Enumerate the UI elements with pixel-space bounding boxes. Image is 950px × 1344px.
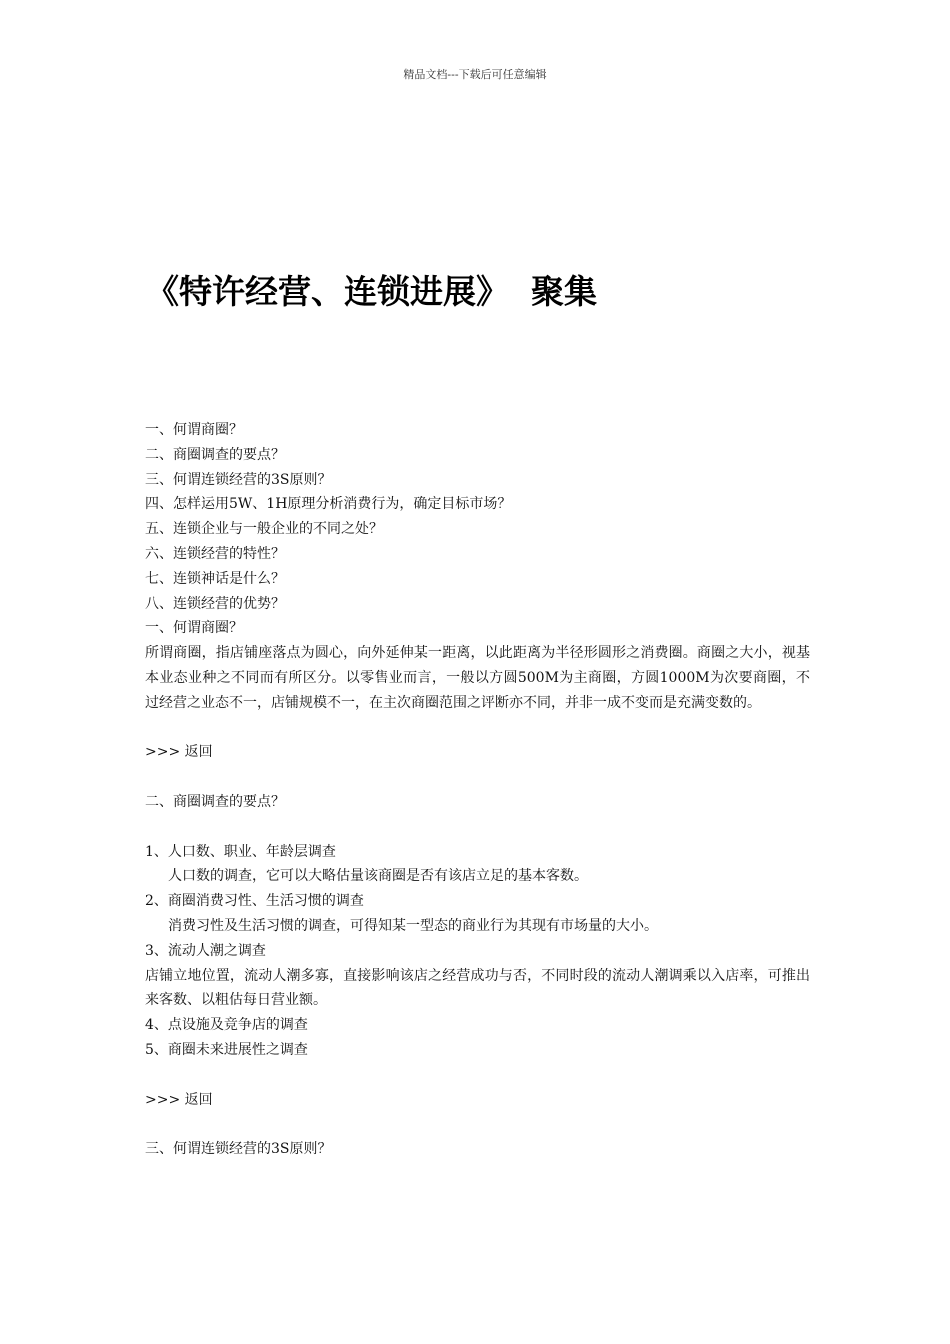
list-item-title: 3、流动人潮之调查 bbox=[145, 942, 266, 959]
page-header-note: 精品文档---下载后可任意编辑 bbox=[403, 68, 547, 81]
list-item-title: 1、人口数、职业、年龄层调查 bbox=[145, 843, 336, 860]
list-item-description: 人口数的调查，它可以大略估量该商圈是否有该店立足的基本客数。 bbox=[168, 868, 588, 885]
toc-item[interactable]: 五、连锁企业与一般企业的不同之处？ bbox=[145, 521, 383, 538]
toc-item[interactable]: 二、商圈调查的要点？ bbox=[145, 446, 285, 463]
list-item-title: 4、点设施及竞争店的调查 bbox=[145, 1017, 308, 1034]
toc-item[interactable]: 八、连锁经营的优势？ bbox=[145, 595, 285, 612]
toc-item[interactable]: 七、连锁神话是什么？ bbox=[145, 570, 285, 587]
document-title-sub: 聚集 bbox=[531, 272, 597, 311]
document-body bbox=[145, 418, 810, 1162]
document-title bbox=[146, 266, 597, 313]
table-of-contents bbox=[145, 418, 810, 616]
section-paragraph: 所谓商圈，指店铺座落点为圆心，向外延伸某一距离，以此距离为半径形圆形之消费圈。商圈之大小，视基本业态业种之不同而有所区分。以零售业而言，一般以方圆500M为主商圈，方圆1000M为次要商圈，不过经营之业态不一，店铺规模不一，在主次商圈范围之评断亦不同，并非一成不变而是充满变数的。 bbox=[145, 645, 810, 711]
toc-item[interactable]: 六、连锁经营的特性？ bbox=[145, 545, 285, 562]
back-link[interactable]: >>> 返回 bbox=[145, 744, 213, 761]
section-3s-principle bbox=[145, 1137, 810, 1162]
list-item-description: 店铺立地位置，流动人潮多寡，直接影响该店之经营成功与否，不同时段的流动人潮调乘以入店率，可推出来客数、以粗估每日营业额。 bbox=[145, 967, 810, 1009]
toc-item[interactable]: 三、何谓连锁经营的3S原则？ bbox=[145, 471, 332, 488]
list-item-title: 2、商圈消费习性、生活习惯的调查 bbox=[145, 893, 364, 910]
list-item-description: 消费习性及生活习惯的调查，可得知某一型态的商业行为其现有市场量的大小。 bbox=[168, 917, 658, 934]
toc-item[interactable]: 一、何谓商圈？ bbox=[145, 422, 243, 438]
section-trade-area bbox=[145, 616, 810, 790]
back-link[interactable]: >>> 返回 bbox=[145, 1091, 213, 1108]
section-heading: 一、何谓商圈？ bbox=[145, 620, 243, 637]
toc-item[interactable]: 四、怎样运用5W、1H原理分析消费行为，确定目标市场？ bbox=[145, 496, 512, 513]
section-survey-points bbox=[145, 790, 810, 1137]
document-title-main: 《特许经营、连锁进展》 bbox=[146, 272, 509, 311]
section-heading: 三、何谓连锁经营的3S原则？ bbox=[145, 1141, 332, 1158]
section-heading: 二、商圈调查的要点？ bbox=[145, 793, 285, 810]
list-item-title: 5、商圈未来进展性之调查 bbox=[145, 1041, 308, 1058]
